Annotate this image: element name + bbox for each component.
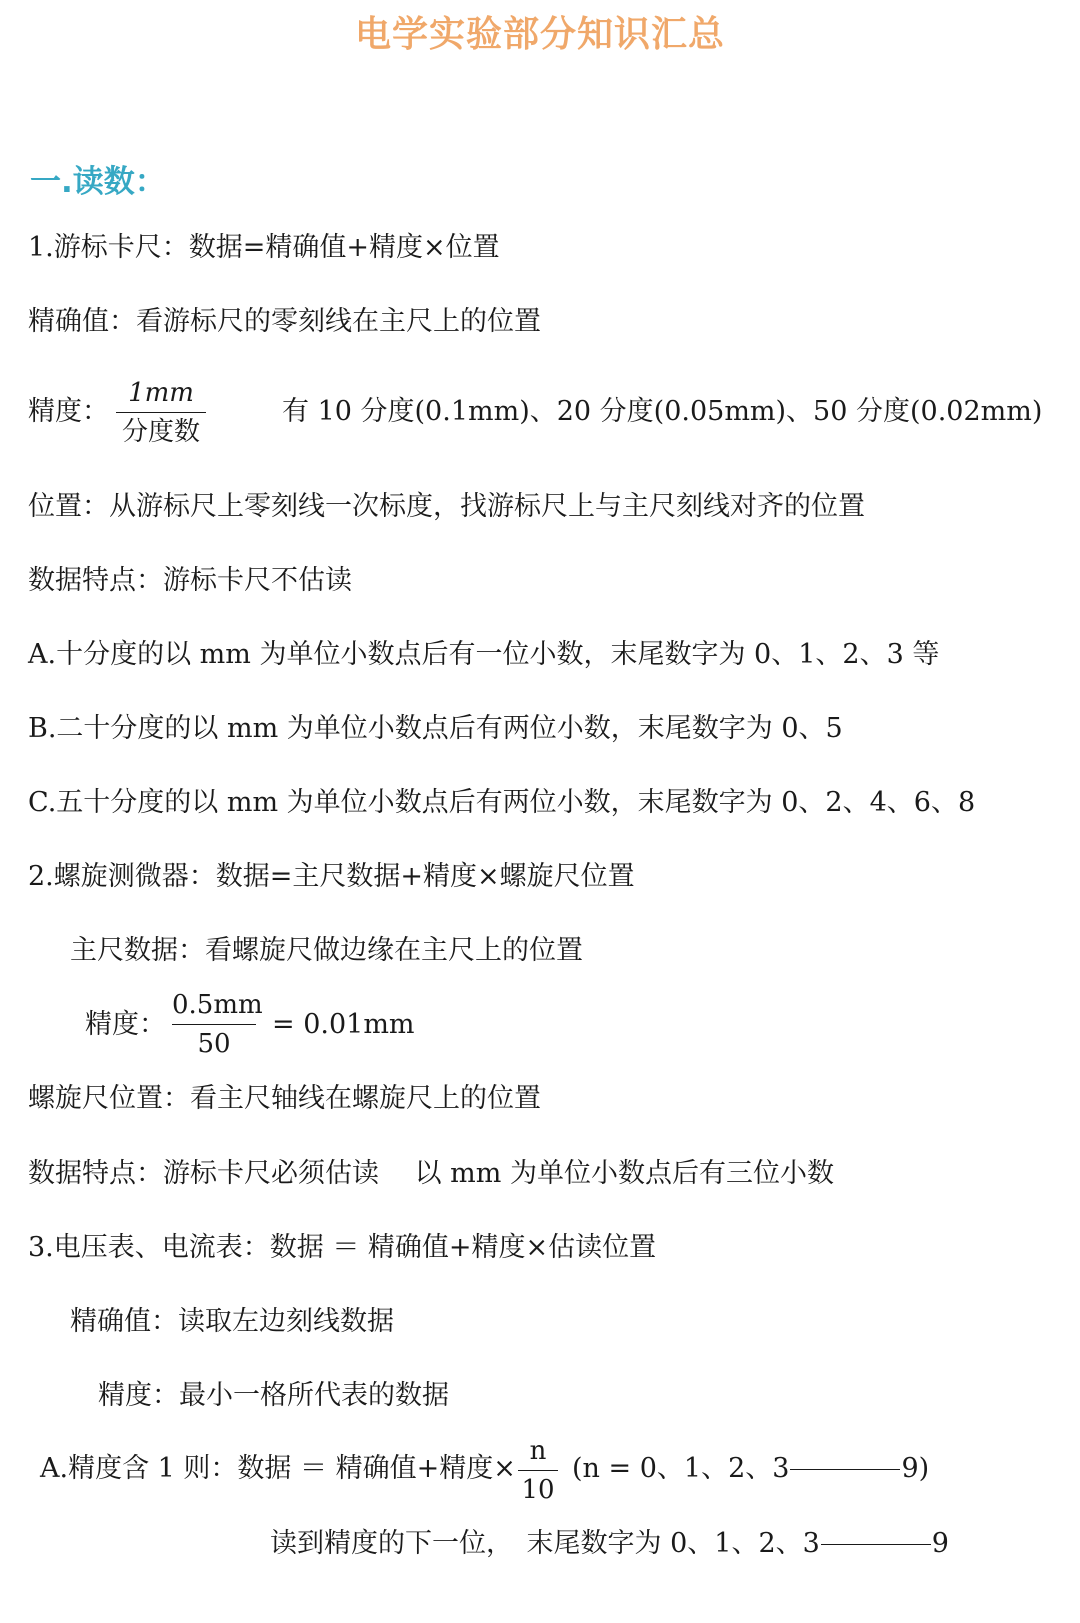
meters-header: 3.电压表、电流表：数据 ＝ 精确值+精度×估读位置 bbox=[28, 1232, 657, 1263]
micrometer-precision-numerator: 0.5mm bbox=[172, 990, 263, 1020]
page-title: 电学实验部分知识汇总 bbox=[354, 14, 725, 55]
caliper-precision-numerator: 1mm bbox=[128, 378, 194, 408]
section-heading-reading: 一.读数： bbox=[30, 164, 166, 200]
caliper-precision-label: 精度： bbox=[28, 396, 109, 427]
micrometer-main-data: 主尺数据：看螺旋尺做边缘在主尺上的位置 bbox=[70, 935, 583, 966]
range-dash bbox=[821, 1544, 931, 1545]
caliper-position: 位置：从游标尺上零刻线一次标度，找游标尺上与主尺刻线对齐的位置 bbox=[28, 491, 865, 522]
meters-item-a-numerator: n bbox=[529, 1436, 547, 1466]
meters-exact-value: 精确值：读取左边刻线数据 bbox=[70, 1306, 394, 1337]
meters-item-a-note-start: 读到精度的下一位， 末尾数字为 0、1、2、3 bbox=[270, 1528, 820, 1559]
meters-item-a-fraction bbox=[518, 1434, 558, 1507]
meters-item-a-prefix: A.精度含 1 则：数据 ＝ 精确值+精度× bbox=[40, 1453, 516, 1484]
meters-item-a-note bbox=[270, 1526, 949, 1562]
micrometer-precision-label: 精度： bbox=[85, 1009, 166, 1040]
fraction-bar bbox=[172, 1024, 256, 1025]
fraction-bar bbox=[116, 412, 206, 413]
range-dash bbox=[790, 1469, 900, 1470]
fraction-bar bbox=[518, 1470, 558, 1471]
caliper-precision-fraction bbox=[116, 376, 206, 449]
caliper-feature: 数据特点：游标卡尺不估读 bbox=[28, 565, 352, 596]
meters-item-a-note-end: 9 bbox=[931, 1528, 949, 1559]
caliper-exact-value: 精确值：看游标尺的零刻线在主尺上的位置 bbox=[28, 306, 541, 337]
caliper-item-c: C.五十分度的以 mm 为单位小数点后有两位小数，末尾数字为 0、2、4、6、8 bbox=[28, 787, 976, 818]
micrometer-precision-denominator: 50 bbox=[197, 1029, 231, 1059]
micrometer-precision-result: = 0.01mm bbox=[272, 1009, 415, 1040]
meters-item-a-range-start: (n = 0、1、2、3 bbox=[572, 1453, 790, 1484]
caliper-precision-note: 有 10 分度(0.1mm)、20 分度(0.05mm)、50 分度(0.02mm) bbox=[282, 396, 1043, 427]
micrometer-feature: 数据特点：游标卡尺必须估读 以 mm 为单位小数点后有三位小数 bbox=[28, 1158, 834, 1189]
caliper-item-b: B.二十分度的以 mm 为单位小数点后有两位小数，末尾数字为 0、5 bbox=[28, 713, 843, 744]
micrometer-precision-fraction bbox=[172, 988, 263, 1061]
meters-item-a-range bbox=[572, 1451, 929, 1487]
meters-item-a-denominator: 10 bbox=[521, 1475, 555, 1505]
caliper-header: 1.游标卡尺：数据=精确值+精度×位置 bbox=[28, 232, 500, 263]
meters-item-a-range-end: 9) bbox=[901, 1453, 930, 1484]
caliper-item-a: A.十分度的以 mm 为单位小数点后有一位小数，末尾数字为 0、1、2、3 等 bbox=[28, 639, 940, 670]
meters-precision: 精度：最小一格所代表的数据 bbox=[98, 1380, 449, 1411]
micrometer-header: 2.螺旋测微器：数据=主尺数据+精度×螺旋尺位置 bbox=[28, 861, 635, 892]
caliper-precision-denominator: 分度数 bbox=[121, 417, 200, 447]
micrometer-position: 螺旋尺位置：看主尺轴线在螺旋尺上的位置 bbox=[28, 1083, 541, 1114]
